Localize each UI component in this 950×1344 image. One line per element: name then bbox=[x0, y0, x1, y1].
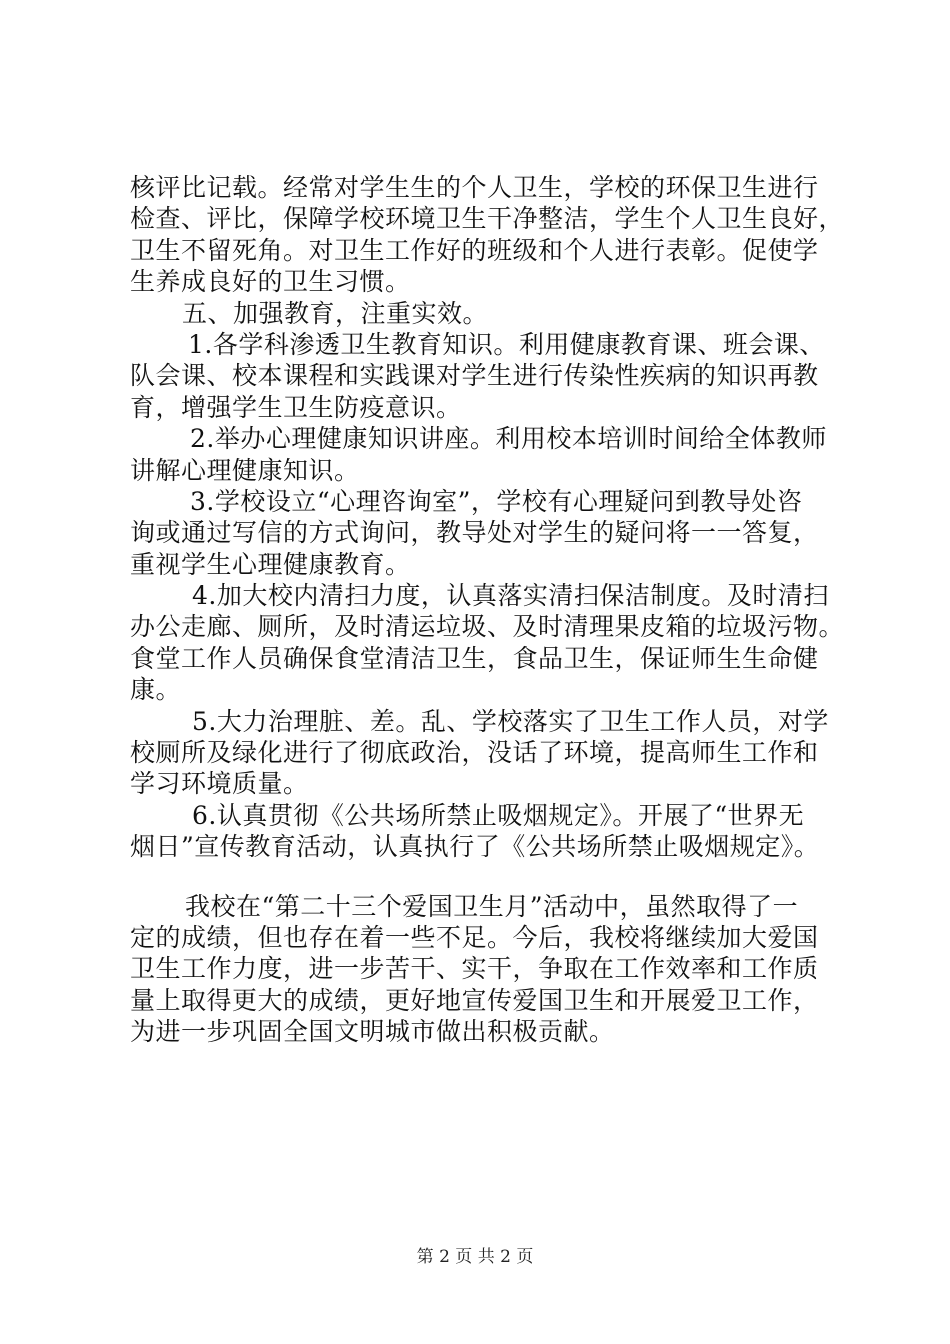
body-line: 卫生不留死角。对卫生工作好的班级和个人进行表彰。促使学 bbox=[130, 235, 819, 265]
body-line: 核评比记载。经常对学生生的个人卫生，学校的环保卫生进行 bbox=[130, 173, 819, 202]
body-line: 校厕所及绿化进行了彻底政治，没话了环境，提高师生工作和 bbox=[130, 738, 819, 768]
item-2-line: 2.举办心理健康知识讲座。利用校本培训时间给全体教师 bbox=[190, 424, 827, 454]
body-line: 队会课、校本课程和实践课对学生进行传染性疾病的知识再教 bbox=[130, 361, 819, 391]
conclusion-line: 我校在“第二十三个爱国卫生月”活动中，虽然取得了一 bbox=[185, 891, 799, 921]
body-line: 生养成良好的卫生习惯。 bbox=[130, 267, 411, 297]
body-line: 量上取得更大的成绩，更好地宣传爱国卫生和开展爱卫工作， bbox=[130, 985, 819, 1015]
item-3-line: 3.学校设立“心理咨询室”，学校有心理疑问到教导处咨 bbox=[190, 486, 803, 516]
body-line: 讲解心理健康知识。 bbox=[130, 455, 360, 485]
section-heading: 五、加强教育，注重实效。 bbox=[182, 298, 489, 328]
body-line: 办公走廊、厕所，及时清运垃圾、及时清理果皮箱的垃圾污物。 bbox=[130, 612, 845, 642]
item-5-line: 5.大力治理脏、差。乱、学校落实了卫生工作人员，对学 bbox=[192, 706, 829, 736]
item-6-line: 6.认真贯彻《公共场所禁止吸烟规定》。开展了“世界无 bbox=[192, 800, 805, 830]
body-line: 重视学生心理健康教育。 bbox=[130, 549, 411, 579]
item-1-line: 1.各学科渗透卫生教育知识。利用健康教育课、班会课、 bbox=[188, 329, 825, 359]
item-4-line: 4.加大校内清扫力度，认真落实清扫保洁制度。及时清扫 bbox=[192, 581, 829, 611]
body-line: 食堂工作人员确保食堂清洁卫生，食品卫生，保证师生生命健 bbox=[130, 643, 819, 673]
body-line: 为进一步巩固全国文明城市做出积极贡献。 bbox=[130, 1017, 615, 1047]
paragraph-gap bbox=[130, 863, 830, 891]
body-line: 康。 bbox=[130, 675, 182, 705]
document-body bbox=[130, 172, 845, 1048]
body-line: 检查、评比，保障学校环境卫生干净整洁，学生个人卫生良好， bbox=[130, 204, 845, 234]
page-number: 第 2 页 共 2 页 bbox=[416, 1247, 534, 1267]
body-line: 定的成绩，但也存在着一些不足。今后，我校将继续加大爱国 bbox=[130, 922, 819, 952]
body-line: 卫生工作力度，进一步苦干、实干，争取在工作效率和工作质 bbox=[130, 954, 819, 984]
body-line: 学习环境质量。 bbox=[130, 769, 309, 799]
body-line: 育，增强学生卫生防疫意识。 bbox=[130, 392, 462, 422]
body-line: 烟日”宣传教育活动，认真执行了《公共场所禁止吸烟规定》。 bbox=[130, 832, 820, 862]
body-line: 询或通过写信的方式询问，教导处对学生的疑问将一一答复， bbox=[130, 518, 819, 548]
